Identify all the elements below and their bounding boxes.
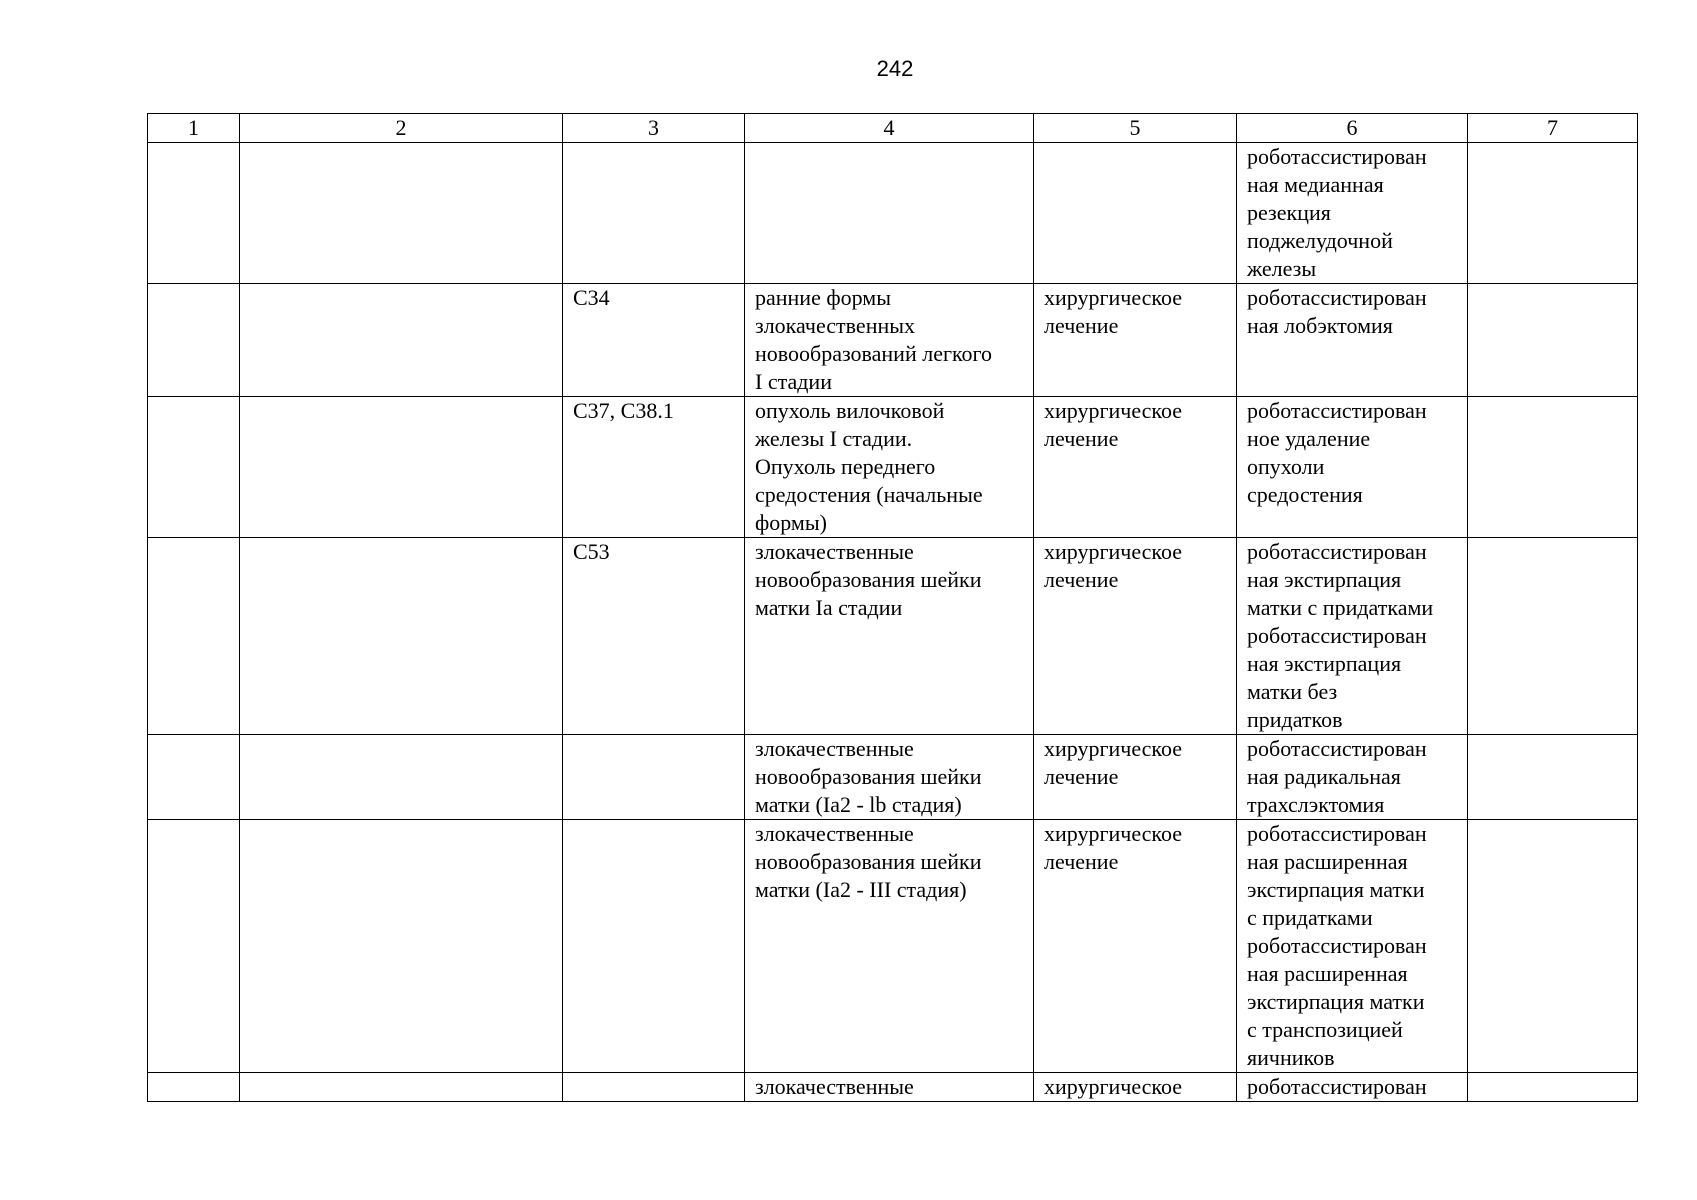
column-header-6: 6 (1237, 114, 1468, 143)
table-cell (1468, 538, 1638, 735)
table-row (148, 538, 1638, 735)
table-cell (240, 397, 563, 538)
diagnosis-cell (745, 143, 1034, 284)
column-header-1: 1 (148, 114, 240, 143)
treatment-type-cell: хирургическое лечение (1034, 538, 1237, 735)
table-cell (148, 538, 240, 735)
column-header-4: 4 (745, 114, 1034, 143)
table-row (148, 397, 1638, 538)
treatment-type-cell: хирургическое лечение (1034, 397, 1237, 538)
treatment-table (147, 113, 1638, 1102)
icd-code-cell (563, 820, 745, 1073)
page-number: 242 (876, 56, 914, 81)
table-cell (1468, 284, 1638, 397)
treatment-type-cell (1034, 143, 1237, 284)
table-cell (1468, 397, 1638, 538)
icd-code-cell (563, 143, 745, 284)
treatment-type-cell: хирургическое лечение (1034, 735, 1237, 820)
diagnosis-cell: злокачественные (745, 1073, 1034, 1102)
table-row (148, 820, 1638, 1073)
treatment-type-cell: хирургическое лечение (1034, 820, 1237, 1073)
table-row (148, 735, 1638, 820)
table-row (148, 284, 1638, 397)
table-cell (1468, 143, 1638, 284)
table-row (148, 143, 1638, 284)
diagnosis-cell: ранние формы злокачественных новообразований легкого I стадии (745, 284, 1034, 397)
table-cell (148, 143, 240, 284)
table-cell (148, 820, 240, 1073)
column-header-3: 3 (563, 114, 745, 143)
treatment-method-cell: роботассистирован (1237, 1073, 1468, 1102)
treatment-type-cell: хирургическое (1034, 1073, 1237, 1102)
table-cell (148, 1073, 240, 1102)
treatment-type-cell: хирургическое лечение (1034, 284, 1237, 397)
table-cell (1468, 1073, 1638, 1102)
treatment-method-cell: роботассистирован ная лобэктомия (1237, 284, 1468, 397)
treatment-method-cell: роботассистирован ное удаление опухоли средостения (1237, 397, 1468, 538)
icd-code-cell: C53 (563, 538, 745, 735)
diagnosis-cell: злокачественные новообразования шейки матки Ia стадии (745, 538, 1034, 735)
column-header-5: 5 (1034, 114, 1237, 143)
table-cell (240, 284, 563, 397)
table-row (148, 1073, 1638, 1102)
column-header-2: 2 (240, 114, 563, 143)
table-cell (240, 538, 563, 735)
icd-code-cell: C34 (563, 284, 745, 397)
table-cell (240, 735, 563, 820)
diagnosis-cell: опухоль вилочковой железы I стадии. Опухоль переднего средостения (начальные формы) (745, 397, 1034, 538)
table-cell (148, 397, 240, 538)
treatment-method-cell: роботассистирован ная экстирпация матки с придатками роботассистирован ная экстирпация матки без придатков (1237, 538, 1468, 735)
treatment-method-cell: роботассистирован ная радикальная трахслэктомия (1237, 735, 1468, 820)
icd-code-cell (563, 1073, 745, 1102)
table-cell (240, 820, 563, 1073)
table-cell (1468, 735, 1638, 820)
treatment-method-cell: роботассистирован ная расширенная экстирпация матки с придатками роботассистирован ная расширенная экстирпация матки с транспозицией яичников (1237, 820, 1468, 1073)
treatment-method-cell: роботассистирован ная медианная резекция поджелудочной железы (1237, 143, 1468, 284)
table-cell (1468, 820, 1638, 1073)
icd-code-cell (563, 735, 745, 820)
icd-code-cell: C37, C38.1 (563, 397, 745, 538)
table-cell (240, 143, 563, 284)
column-number-row (148, 114, 1638, 143)
column-header-7: 7 (1468, 114, 1638, 143)
diagnosis-cell: злокачественные новообразования шейки матки (Ia2 - III стадия) (745, 820, 1034, 1073)
table-cell (148, 735, 240, 820)
table-cell (148, 284, 240, 397)
diagnosis-cell: злокачественные новообразования шейки матки (Ia2 - lb стадия) (745, 735, 1034, 820)
table-cell (240, 1073, 563, 1102)
